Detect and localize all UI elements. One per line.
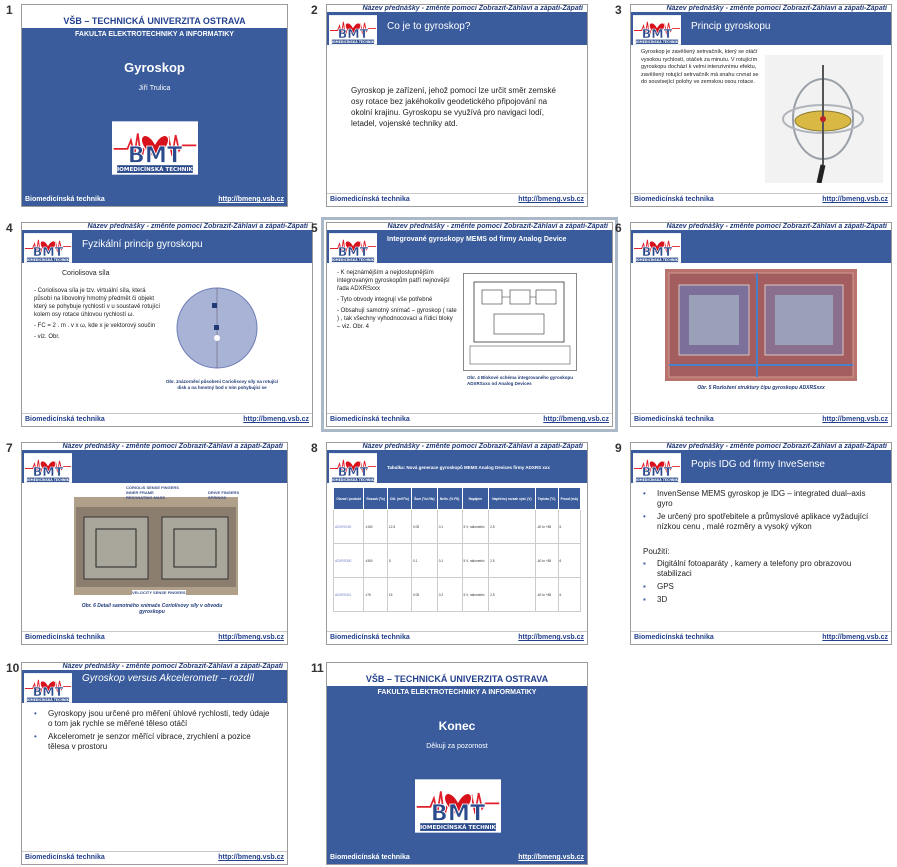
footer-left: Biomedicínská technika <box>25 634 105 641</box>
slide-title-bar <box>327 12 587 45</box>
faculty-name: FAKULTA ELEKTROTECHNIKY A INFORMATIKY <box>22 28 287 41</box>
slide-header-text: Název přednášky - změnte pomocí Zobrazit-Záhlaví a zápatí-Zápatí <box>327 5 587 12</box>
slide-footer <box>327 193 587 206</box>
slide-footer <box>22 851 287 864</box>
table-cell: ±300 <box>364 544 387 578</box>
university-name: VŠB – TECHNICKÁ UNIVERZITA OSTRAVA <box>63 16 246 26</box>
slide-header-text: Název přednášky - změnte pomocí Zobrazit-Záhlaví a zápatí-Zápatí <box>631 443 891 450</box>
slide-heading: Coriolisova síla <box>62 270 110 277</box>
coriolis-diagram <box>172 283 262 373</box>
slide-footer <box>631 413 891 426</box>
slide-canvas <box>630 222 892 427</box>
list-item: • Akcelerometr je senzor měřící vibrace, zrychlení a pozice tělesa v prostoru <box>34 732 251 751</box>
footer-left: Biomedicínská technika <box>634 416 714 423</box>
use-heading: Použití: <box>643 547 670 556</box>
slide-number: 10 <box>6 661 20 675</box>
slide-title: Popis IDG od firmy InveSense <box>691 459 825 470</box>
table-cell: 15 <box>387 578 411 612</box>
bmt-logo <box>112 121 198 175</box>
bmt-logo <box>24 672 72 704</box>
slide-title: Gyroskop <box>124 60 185 75</box>
list-item: ▪ 3D <box>643 595 668 604</box>
slide-subtitle: Děkuji za pozornost <box>426 743 488 750</box>
slide-canvas <box>326 442 588 645</box>
table-cell: -40 to +85 <box>535 544 558 578</box>
slide-footer <box>631 631 891 644</box>
table-cell: 6 <box>558 544 580 578</box>
slide-header-text: Název přednášky - změnte pomocí Zobrazit-Záhlaví a zápatí-Zápatí <box>631 5 891 12</box>
table-cell: 2.5 <box>489 510 536 544</box>
table-cell: -40 to +85 <box>535 510 558 544</box>
table-cell: 6 <box>558 578 580 612</box>
slide-thumbnail-2[interactable] <box>311 3 588 207</box>
table-cell: ADXRS150 <box>334 510 364 544</box>
gyroscope-photo <box>765 55 883 183</box>
slide-number: 5 <box>311 221 318 235</box>
table-cell: 0.1 <box>437 544 462 578</box>
slide-number: 7 <box>6 441 13 455</box>
footer-link: http://bmeng.vsb.cz <box>518 196 584 203</box>
bullet-icon: ▪ <box>643 582 646 591</box>
table-cell: 5 V, ratiometric <box>462 578 489 612</box>
footer-left: Biomedicínská technika <box>330 416 410 423</box>
footer-link: http://bmeng.vsb.cz <box>243 416 309 423</box>
list-item: - Tyto obvody integrují vše potřebné <box>337 297 433 303</box>
slide-number: 8 <box>311 441 318 455</box>
slide-footer <box>22 194 287 206</box>
table-header: Obvod / produkt <box>334 488 364 510</box>
slide-footer <box>327 852 587 864</box>
bmt-logo <box>633 14 681 46</box>
footer-left: Biomedicínská technika <box>634 196 714 203</box>
label-inner-frame: INNER FRAME <box>126 490 154 495</box>
list-item: • Gyroskopy jsou určené pro měření úhlové rychlosti, tedy údaje o tom jak rychle se měřené těleso otáčí <box>34 709 270 728</box>
slide-header-text: Název přednášky - změnte pomocí Zobrazit-Záhlaví a zápatí-Zápatí <box>22 223 312 230</box>
list-item: - Obsahují samotný snímač – gyroskop ( rate ) , tak všechny vyhodnocovací a řídicí bloky – viz. Obr. 4 <box>337 308 457 330</box>
label-springs: SPRINGS <box>208 495 227 500</box>
slide-canvas <box>326 4 588 207</box>
slide-thumbnail-3[interactable] <box>615 3 892 207</box>
slide-number: 9 <box>615 441 622 455</box>
footer-left: Biomedicínská technika <box>25 416 105 423</box>
slide-thumbnail-10[interactable] <box>6 661 288 865</box>
table-cell: 2.5 <box>489 578 536 612</box>
use-list <box>643 559 883 608</box>
faculty-name: FAKULTA ELEKTROTECHNIKY A INFORMATIKY <box>327 686 587 699</box>
label-coriolis-sense-fingers: CORIOLIS SENSE FINGERS <box>126 485 179 490</box>
bullet-icon: • <box>643 489 646 498</box>
table-cell: 0.2 <box>437 578 462 612</box>
slide-thumbnail-4[interactable] <box>6 221 313 427</box>
slide-title: Gyroskop versus Akcelerometr – rozdíl <box>82 673 254 684</box>
figure-caption: Obr. 5 Rozložení struktury čipu gyroskopu ADXRSxxx <box>697 385 825 391</box>
list-item: - K nejznámějším a nejdostupnějším integrovaným gyroskopům patří nejnovější řada ADXRSxxx <box>337 270 450 292</box>
footer-link: http://bmeng.vsb.cz <box>518 634 584 641</box>
sensor-detail-photo <box>74 497 238 595</box>
bmt-logo <box>329 14 377 46</box>
spec-table <box>333 487 581 612</box>
footer-left: Biomedicínská technika <box>25 196 105 203</box>
bullet-list <box>337 269 457 334</box>
bmt-logo <box>24 232 72 264</box>
slide-title-bar <box>22 670 287 703</box>
author-name: Jiří Trulica <box>138 85 171 92</box>
slide-body-text: Gyroskop je zařízení, jehož pomocí lze určit směr zemské osy rotace bez jakéhokoliv geodetického připojování na okolní krajinu. Gyroskopu se využívá pro navigaci lodí, letadel, vojenské techniky atd. <box>351 86 556 128</box>
table-cell: 6 <box>558 510 580 544</box>
footer-link: http://bmeng.vsb.cz <box>218 634 284 641</box>
bullet-icon: ▪ <box>643 559 646 568</box>
table-cell: ±150 <box>364 510 387 544</box>
table-header: Šum (°/s/√Hz) <box>411 488 437 510</box>
slide-footer <box>327 413 612 426</box>
bullet-list <box>34 709 274 755</box>
slide-title: Princip gyroskopu <box>691 21 771 32</box>
slide-number: 2 <box>311 3 318 17</box>
bmt-logo <box>633 232 681 264</box>
slide-title: Integrované gyroskopy MEMS od firmy Analog Device <box>387 236 567 243</box>
table-header: Citl. (mV/°/s) <box>387 488 411 510</box>
label-resonating-mass: RESONATING MASS <box>126 495 166 500</box>
bmt-logo <box>415 779 501 833</box>
slide-number: 1 <box>6 3 13 17</box>
bmt-logo <box>633 452 681 484</box>
slide-title-bar <box>631 12 891 45</box>
slide-number: 4 <box>6 221 13 235</box>
list-item: - FC = 2 . m . v x ω, kde x je vektorový součin <box>34 323 156 329</box>
footer-link: http://bmeng.vsb.cz <box>822 416 888 423</box>
table-header: Rozsah (°/s) <box>364 488 387 510</box>
slide-thumbnail-5[interactable] <box>311 221 613 427</box>
table-row <box>334 544 581 578</box>
slide-footer <box>22 413 312 426</box>
bullet-list <box>643 489 883 535</box>
table-cell: ±75 <box>364 578 387 612</box>
table-row <box>334 578 581 612</box>
table-header: Napájení <box>462 488 489 510</box>
chip-die-photo <box>665 269 857 381</box>
slide-title: Konec <box>438 719 476 733</box>
label-velocity-sense-fingers: VELOCITY SENSE FINGERS <box>132 590 186 595</box>
slide-canvas <box>21 222 313 427</box>
table-cell: -40 to +85 <box>535 578 558 612</box>
footer-left: Biomedicínská technika <box>330 196 410 203</box>
footer-left: Biomedicínská technika <box>634 634 714 641</box>
table-header: Teplota (°C) <box>535 488 558 510</box>
slide-header-text: Název přednášky - změnte pomocí Zobrazit-Záhlaví a zápatí-Zápatí <box>327 443 587 450</box>
list-item: • Je určený pro spotřebitele a průmyslové aplikace vyžadující nízkou cenu , malé rozměry a vysoký výkon <box>643 512 869 531</box>
slide-title-bar <box>327 230 612 263</box>
slide-thumbnail-6[interactable] <box>615 221 892 427</box>
footer-left: Biomedicínská technika <box>25 854 105 861</box>
slide-canvas <box>326 662 588 865</box>
slide-number: 3 <box>615 3 622 17</box>
bullet-icon: • <box>34 709 37 718</box>
bullet-list <box>34 287 164 344</box>
footer-link: http://bmeng.vsb.cz <box>543 416 609 423</box>
table-cell: 0.1 <box>437 510 462 544</box>
slide-title-bar <box>327 450 587 483</box>
slide-canvas <box>630 4 892 207</box>
slide-header-text: Název přednášky - změnte pomocí Zobrazit-Záhlaví a zápatí-Zápatí <box>631 223 891 230</box>
slide-thumbnail-9[interactable] <box>615 441 892 645</box>
bullet-icon: • <box>34 732 37 741</box>
footer-link: http://bmeng.vsb.cz <box>822 634 888 641</box>
list-item: • InvenSense MEMS gyroskop je IDG – integrated dual–axis gyro <box>643 489 866 508</box>
label-drive-fingers: DRIVE FINGERS <box>208 490 240 495</box>
slide-number: 6 <box>615 221 622 235</box>
slide-title: Fyzikální princip gyroskopu <box>82 239 203 250</box>
table-header: Napěťový rozsah výst. (V) <box>489 488 536 510</box>
slide-title-bar <box>631 450 891 483</box>
table-cell: ADXRS300 <box>334 544 364 578</box>
footer-link: http://bmeng.vsb.cz <box>518 854 584 861</box>
list-item: - viz. Obr. <box>34 334 60 340</box>
bullet-icon: • <box>643 512 646 521</box>
slide-footer <box>631 193 891 206</box>
bullet-icon: ▪ <box>643 595 646 604</box>
block-diagram <box>463 273 577 371</box>
slide-canvas <box>21 442 288 645</box>
bmt-logo <box>329 452 377 484</box>
footer-link: http://bmeng.vsb.cz <box>218 854 284 861</box>
slide-title: Tabulka: Nová generace gyroskopů MEMS Analog Devices firmy ADXRS xxx <box>387 465 550 470</box>
table-cell: 5 <box>387 544 411 578</box>
slide-number: 11 <box>311 661 324 675</box>
slide-footer <box>22 631 287 644</box>
table-cell: 0.05 <box>411 578 437 612</box>
footer-left: Biomedicínská technika <box>330 854 410 861</box>
list-item: ▪ Digitální fotoaparáty , kamery a telefony pro obrazovou stabilizaci <box>643 559 852 578</box>
university-name: VŠB – TECHNICKÁ UNIVERZITA OSTRAVA <box>365 674 549 684</box>
slide-header-text: Název přednášky - změnte pomocí Zobrazit-Záhlaví a zápatí-Zápatí <box>327 223 612 230</box>
slide-thumbnail-8[interactable] <box>311 441 588 645</box>
slide-thumbnail-7[interactable] <box>6 441 288 645</box>
slide-footer <box>327 631 587 644</box>
footer-left: Biomedicínská technika <box>330 634 410 641</box>
slide-canvas <box>630 442 892 645</box>
slide-thumbnail-1[interactable] <box>6 3 288 207</box>
table-row <box>334 510 581 544</box>
figure-caption: Obr. znázornění působení Coriolisovy síly na rotující disk a na hmotný bod v ním pohybující se <box>165 379 279 390</box>
slide-title: Co je to gyroskop? <box>387 21 471 32</box>
slide-canvas <box>326 222 613 427</box>
slide-canvas <box>21 4 288 207</box>
table-cell: 5 V, ratiometric <box>462 510 489 544</box>
slide-header-text: Název přednášky - změnte pomocí Zobrazit-Záhlaví a zápatí-Zápatí <box>22 443 287 450</box>
list-item: ▪ GPS <box>643 582 674 591</box>
figure-caption: Obr. 6 Detail samotného snímače Coriolisovy síly v obvodu gyroskopu <box>81 603 223 615</box>
table-header: Proud (mA) <box>558 488 580 510</box>
table-cell: 12.5 <box>387 510 411 544</box>
bmt-logo <box>24 452 72 484</box>
footer-link: http://bmeng.vsb.cz <box>218 196 284 203</box>
table-cell: 0.05 <box>411 510 437 544</box>
table-cell: 5 V, ratiometric <box>462 544 489 578</box>
footer-link: http://bmeng.vsb.cz <box>822 196 888 203</box>
bmt-logo <box>329 232 377 264</box>
table-header: Nelin. (% FS) <box>437 488 462 510</box>
figure-caption: Obr. 4 Blokové schéma integrovaného gyroskopu ADXRSxxx od Analog Devices <box>467 375 574 386</box>
slide-body-text: Gyroskop je zavěšený setrvačník, který se otáčí vysokou rychlostí, otáček za minutu. V rotujícím gyroskopu dochází k velmi intenzivnímu efektu, zavěšený rotující setrvačník má snahu crvnat se do související polohy ve zemskou osou rotace. <box>641 49 759 85</box>
table-cell: 2.5 <box>489 544 536 578</box>
slide-canvas <box>21 662 288 865</box>
slide-title-bar <box>22 450 287 483</box>
slide-thumbnail-11[interactable] <box>311 661 588 865</box>
slide-title-bar <box>631 230 891 263</box>
table-cell: ADXRS401 <box>334 578 364 612</box>
table-cell: 0.1 <box>411 544 437 578</box>
list-item: - Coriolisova síla je tzv. virtuální síla, která působí na libovolný hmotný předmět či objekt který se pohybuje rychlostí v u soustavě rotující kolem osy rotace úhlovou rychlostí ω. <box>34 288 161 318</box>
slide-header-text: Název přednášky - změnte pomocí Zobrazit-Záhlaví a zápatí-Zápatí <box>22 663 287 670</box>
slide-title-bar <box>22 230 312 263</box>
